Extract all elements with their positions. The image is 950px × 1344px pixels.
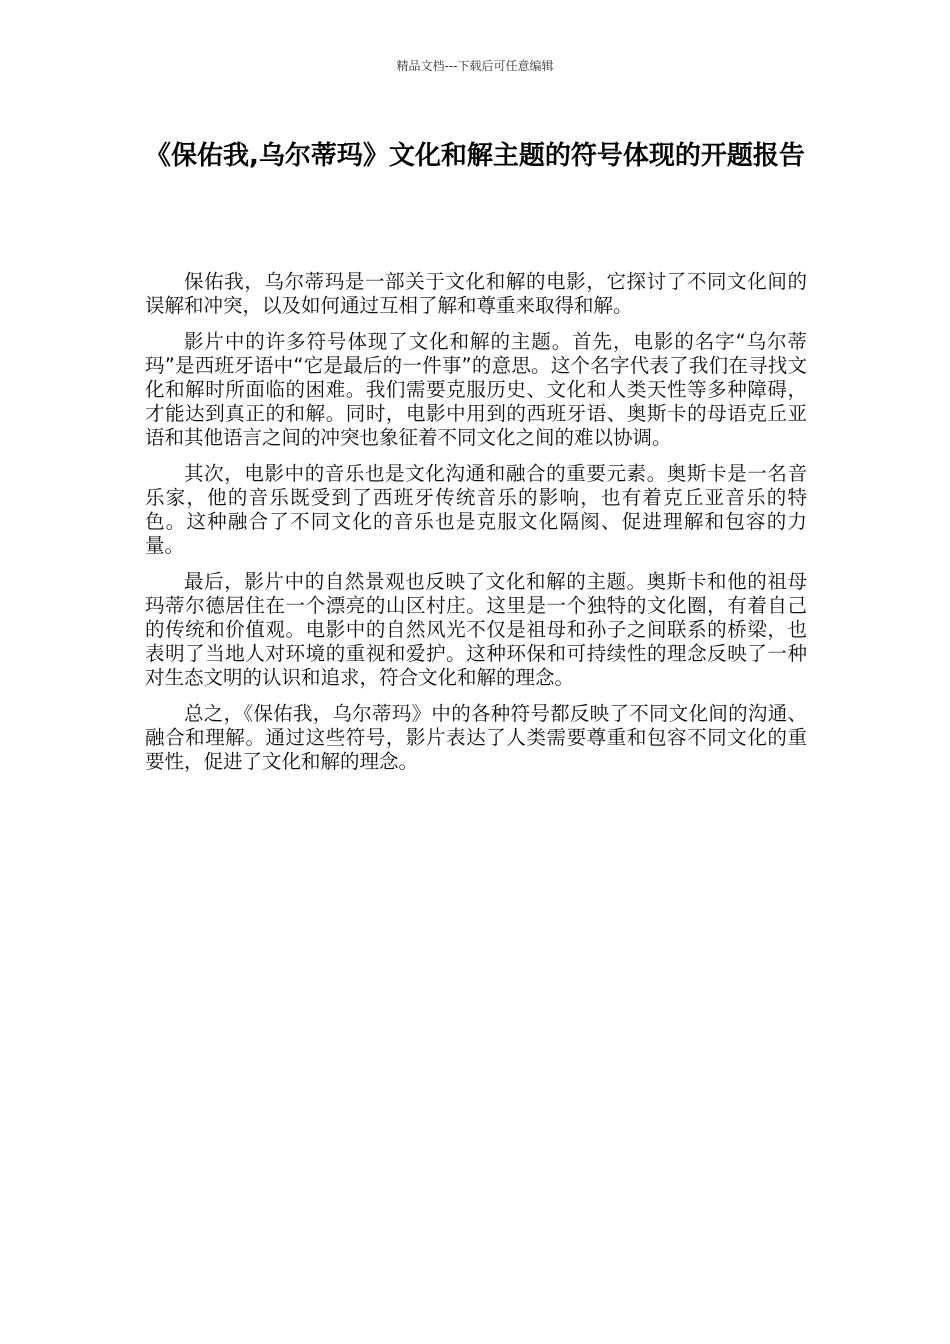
paragraph-intro: 保佑我，乌尔蒂玛是一部关于文化和解的电影，它探讨了不同文化间的误解和冲突，以及如何通过互相了解和尊重来取得和解。 <box>145 270 807 317</box>
paragraph-conclusion: 总之，《保佑我，乌尔蒂玛》中的各种符号都反映了不同文化间的沟通、融合和理解。通过这些符号，影片表达了人类需要尊重和包容不同文化的重要性，促进了文化和解的理念。 <box>145 702 807 773</box>
paragraph-music: 其次，电影中的音乐也是文化沟通和融合的重要元素。奥斯卡是一名音乐家，他的音乐既受到了西班牙传统音乐的影响，也有着克丘亚音乐的特色。这种融合了不同文化的音乐也是克服文化隔阂、促进理解和包容的力量。 <box>145 462 807 557</box>
paragraph-landscape: 最后，影片中的自然景观也反映了文化和解的主题。奥斯卡和他的祖母玛蒂尔德居住在一个漂亮的山区村庄。这里是一个独特的文化圈，有着自己的传统和价值观。电影中的自然风光不仅是祖母和孙子之间联系的桥梁，也表明了当地人对环境的重视和爱护。这种环保和可持续性的理念反映了一种对生态文明的认识和追求，符合文化和解的理念。 <box>145 570 807 689</box>
paragraph-title-symbol: 影片中的许多符号体现了文化和解的主题。首先，电影的名字“乌尔蒂玛”是西班牙语中“它是最后的一件事”的意思。这个名字代表了我们在寻找文化和解时所面临的困难。我们需要克服历史、文化和人类天性等多种障碍，才能达到真正的和解。同时，电影中用到的西班牙语、奥斯卡的母语克丘亚语和其他语言之间的冲突也象征着不同文化之间的难以协调。 <box>145 330 807 449</box>
document-body <box>145 270 807 786</box>
document-title: 《保佑我,乌尔蒂玛》文化和解主题的符号体现的开题报告 <box>145 141 805 171</box>
page-header: 精品文档---下载后可任意编辑 <box>396 59 554 73</box>
